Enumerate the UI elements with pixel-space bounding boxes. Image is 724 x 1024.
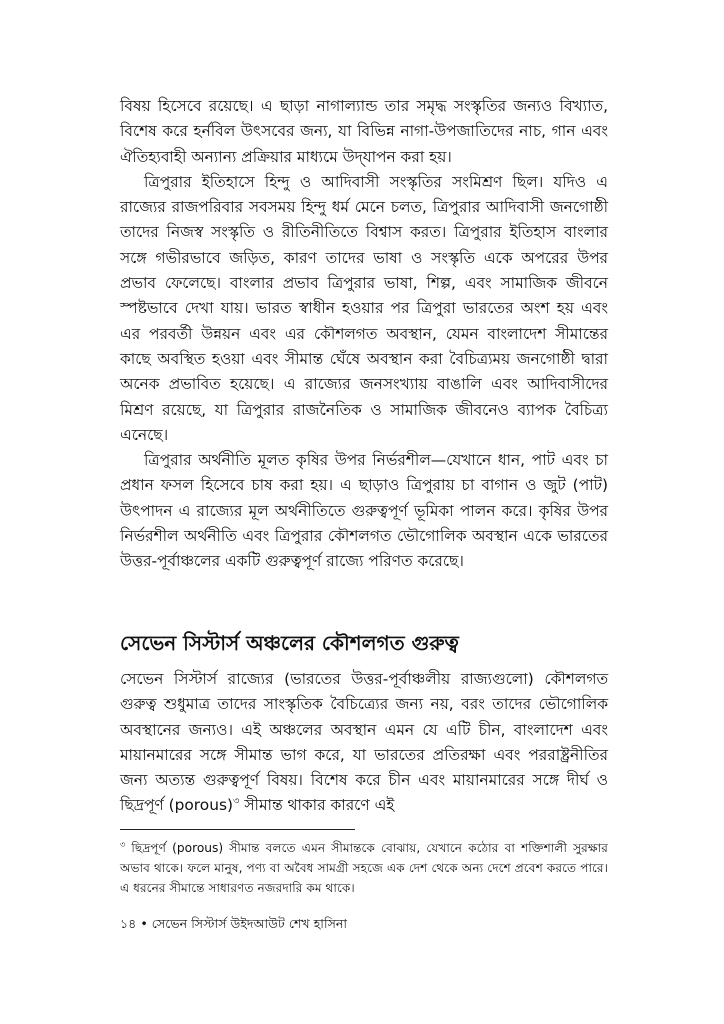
paragraph-tripura-economy: ত্রিপুরার অর্থনীতি মূলত কৃষির উপর নির্ভরশীল—যেখানে ধান, পাট এবং চা প্রধান ফসল হিসেবে চাষ করা হয়। এ ছাড়াও ত্রিপুরায় চা বাগান ও জুট (পাট) উৎপাদন এ রাজ্যের মূল অর্থনীতিতে গুরুত্বপূর্ণ ভূমিকা পালন করে। কৃষির উপর নির্ভরশীল অর্থনীতি এবং ত্রিপুরার কৌশলগত ভৌগোলিক অবস্থান একে ভারতের উত্তর-পূর্বাঞ্চলের একটি গুরুত্বপূর্ণ রাজ্যে পরিণত করেছে। [120,451,608,571]
section-text-main: সেভেন সিস্টার্স রাজ্যের (ভারতের উত্তর-পূর্বাঞ্চলীয় রাজ্যগুলো) কৌশলগত গুরুত্ব শুধুমাত্র তাদের সাংস্কৃতিক বৈচিত্র্যের জন্য নয়, বরং তাদের ভৌগোলিক অবস্থানের জন্যও। এই অঞ্চলের অবস্থান এমন যে এটি চীন, বাংলাদেশ এবং মায়ানমারের সঙ্গে সীমান্ত ভাগ করে, যা ভারতের প্রতিরক্ষা এবং পররাষ্ট্রনীতির জন্য অত্যন্ত গুরুত্বপূর্ণ বিষয়। বিশেষ করে চীন এবং মায়ানমারের সঙ্গে দীর্ঘ ও ছিদ্রপূর্ণ (porous) [120,670,608,815]
book-title: সেভেন সিস্টার্স উইদআউট শেখ হাসিনা [151,916,348,931]
footer-separator: • [136,916,152,931]
page-number: ১৪ [120,916,137,931]
footnote-text: ছিদ্রপূর্ণ (porous) সীমান্ত বলতে এমন সীমান্তকে বোঝায়, যেখানে কঠোর বা শক্তিশালী সুরক্ষার অভাব থাকে। ফলে মানুষ, পণ্য বা অবৈধ সামগ্রী সহজে এক দেশ থেকে অন্য দেশে প্রবেশ করতে পারে। এ ধরনের সীমান্তে সাধারণত নজরদারি কম থাকে। [120,841,608,895]
section-heading: সেভেন সিস্টার্স অঞ্চলের কৌশলগত গুরুত্ব [120,631,459,655]
footnote-reference: ৩ [232,796,240,808]
section-paragraph [120,667,608,819]
paragraph-nagaland: বিষয় হিসেবে রয়েছে। এ ছাড়া নাগাল্যান্ড তার সমৃদ্ধ সংস্কৃতির জন্যও বিখ্যাত, বিশেষ করে হর্নবিল উৎসবের জন্য, যা বিভিন্ন নাগা-উপজাতিদের নাচ, গান এবং ঐতিহ্যবাহী অন্যান্য প্রক্রিয়ার মাধ্যমে উদ্‌যাপন করা হয়। [120,97,608,166]
page-footer [120,914,608,934]
footnote-marker: ৩ [120,839,126,849]
footnote-divider [120,829,355,830]
footnote [120,838,608,898]
paragraph-tripura-history: ত্রিপুরার ইতিহাসে হিন্দু ও আদিবাসী সংস্কৃতির সংমিশ্রণ ছিল। যদিও এ রাজ্যের রাজপরিবার সবসময় হিন্দু ধর্ম মেনে চলত, ত্রিপুরার আদিবাসী জনগোষ্ঠী তাদের নিজস্ব সংস্কৃতি ও রীতিনীতিতে বিশ্বাস করত। ত্রিপুরার ইতিহাস বাংলার সঙ্গে গভীরভাবে জড়িত, কারণ তাদের ভাষা ও সংস্কৃতি একে অপরের উপর প্রভাব ফেলেছে। বাংলার প্রভাব ত্রিপুরার ভাষা, শিল্প, এবং সামাজিক জীবনে স্পষ্টভাবে দেখা যায়। ভারত স্বাধীন হওয়ার পর ত্রিপুরা ভারতের অংশ হয় এবং এর পরবর্তী উন্নয়ন এবং এর কৌশলগত অবস্থান, যেমন বাংলাদেশ সীমান্তের কাছে অবস্থিত হওয়া এবং সীমান্ত ঘেঁষে অবস্থান করা বৈচিত্র্যময় জনগোষ্ঠী দ্বারা অনেক প্রভাবিত হয়েছে। এ রাজ্যের জনসংখ্যায় বাঙালি এবং আদিবাসীদের মিশ্রণ রয়েছে, যা ত্রিপুরার রাজনৈতিক ও সামাজিক জীবনেও ব্যাপক বৈচিত্র্য এনেছে। [120,172,608,444]
section-text-tail: সীমান্ত থাকার কারণে এই [239,796,395,815]
body-text [120,94,608,575]
